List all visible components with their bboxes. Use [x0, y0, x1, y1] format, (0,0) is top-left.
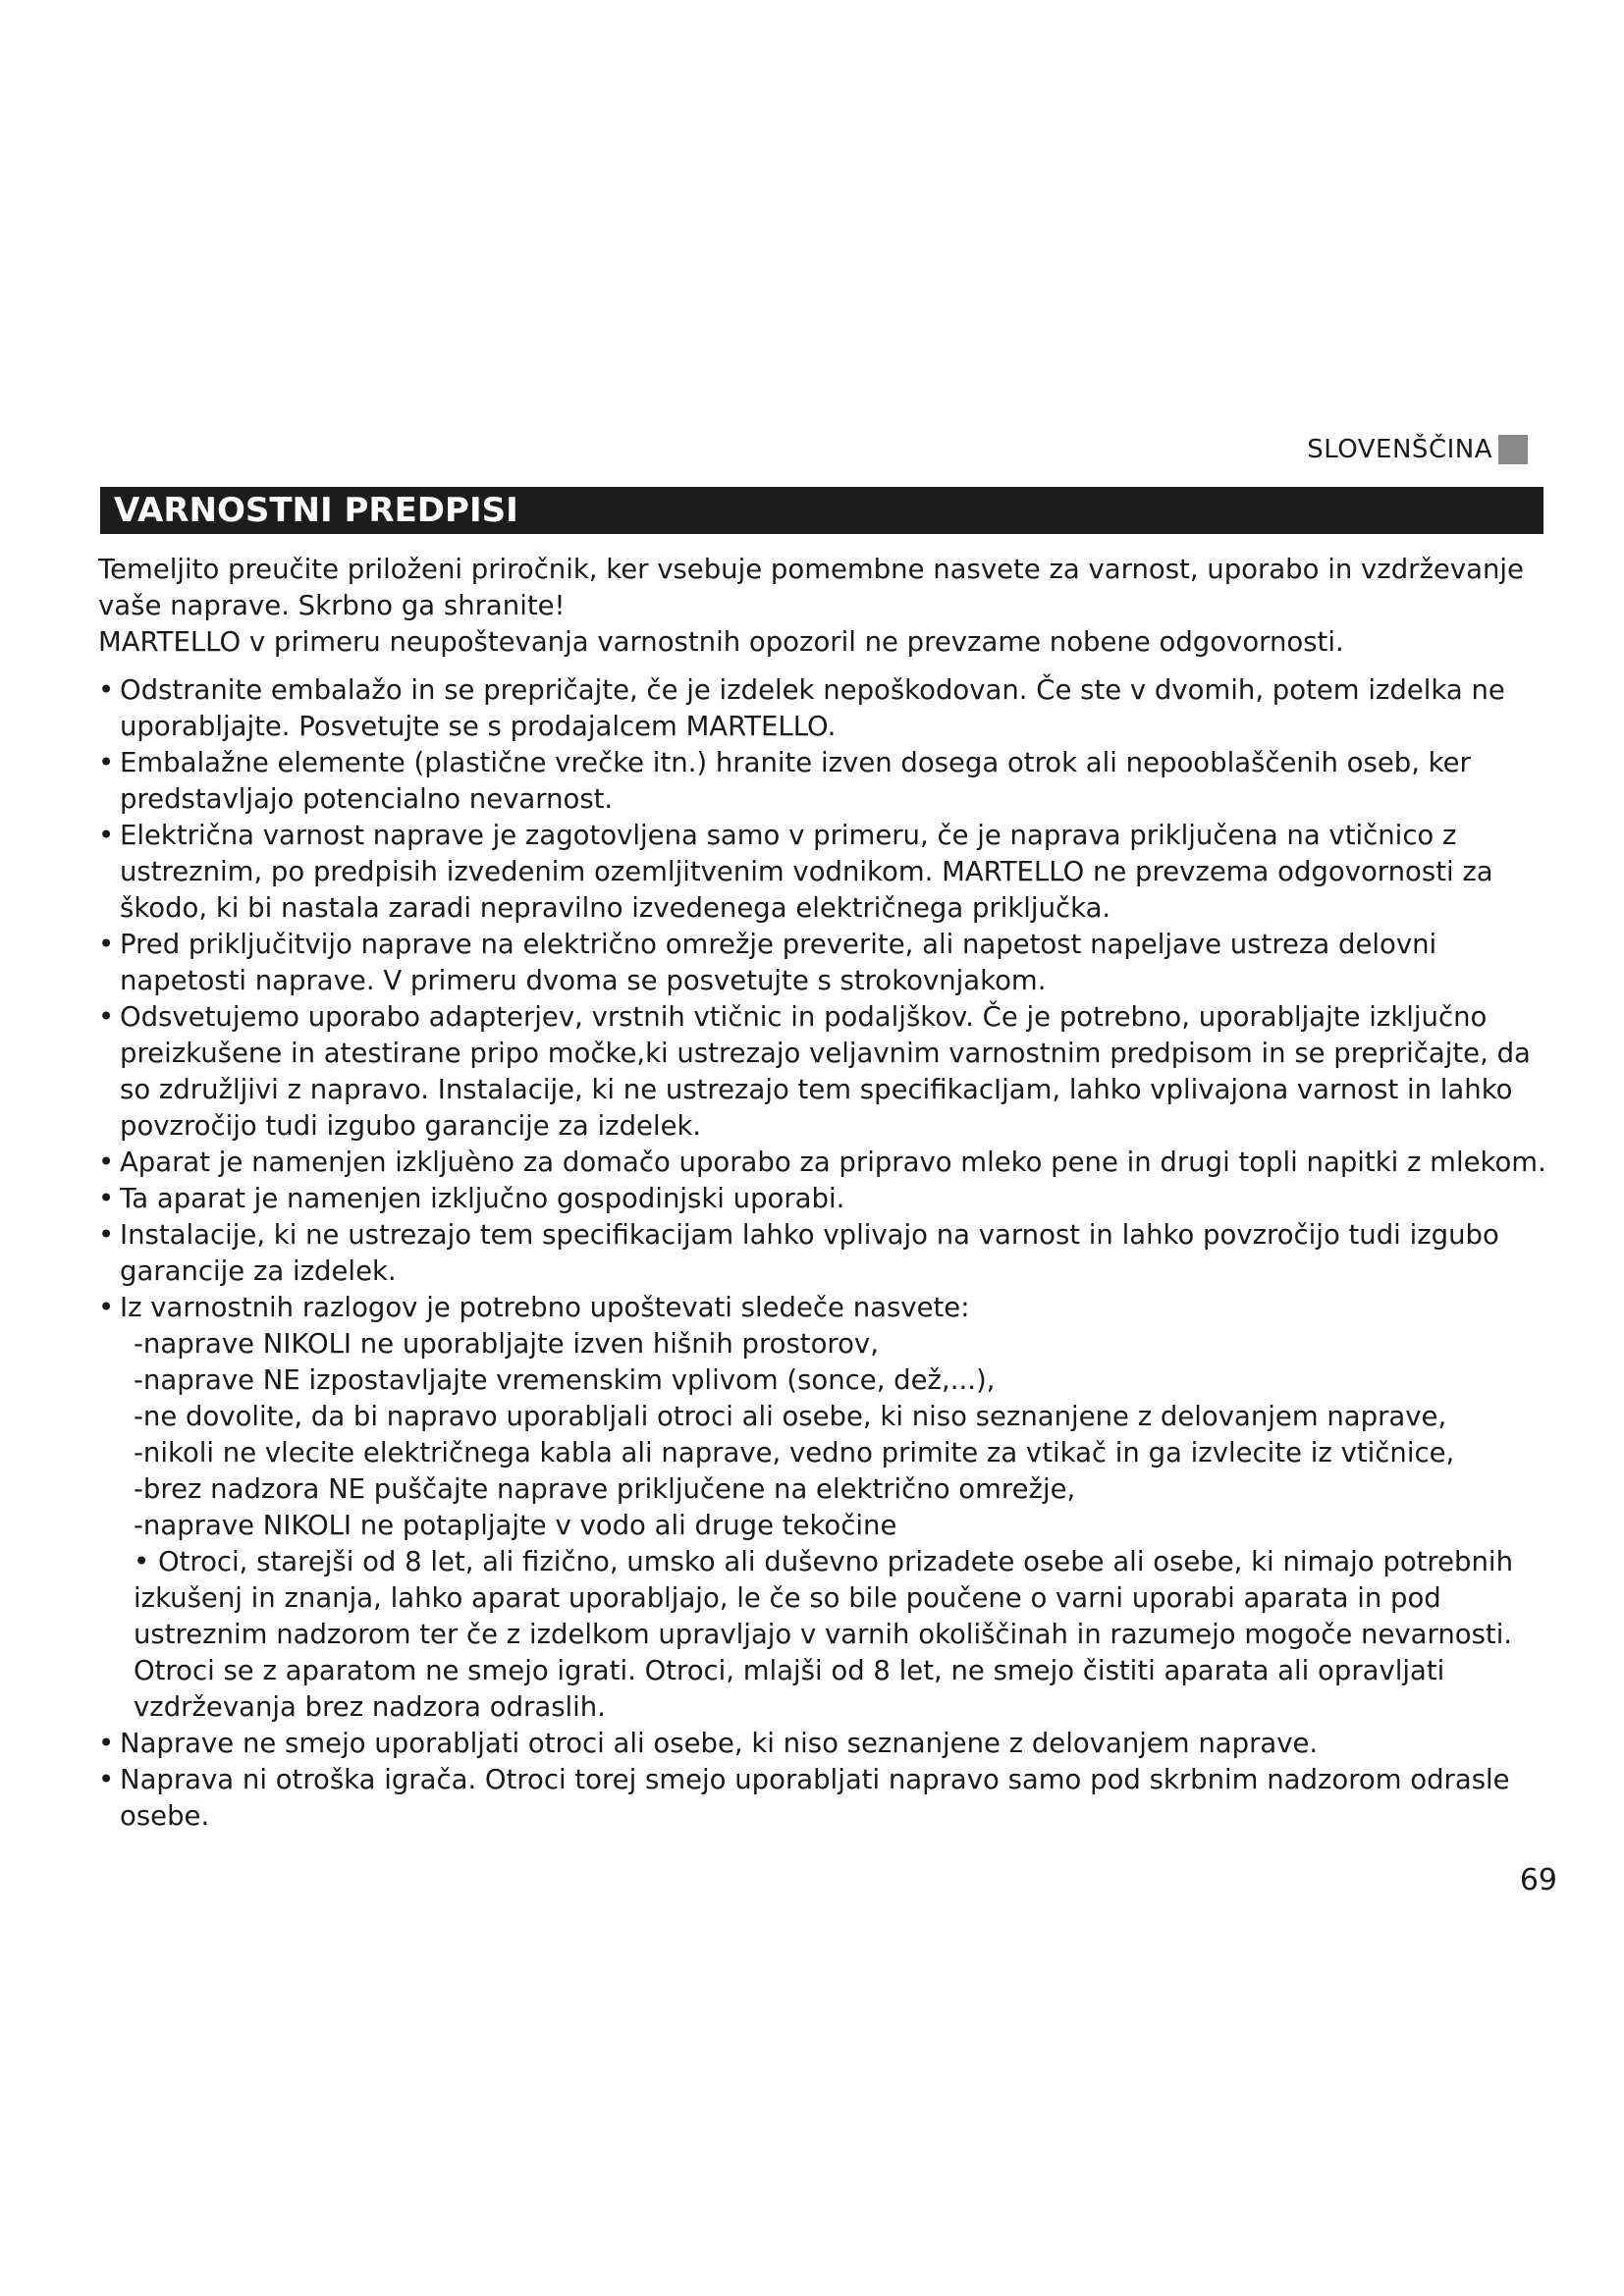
intro-paragraph: MARTELLO v primeru neupoštevanja varnostnih opozoril ne prevzame nobene odgovornosti.: [98, 626, 1344, 658]
sub-item: -naprave NE izpostavljajte vremenskim vplivom (sonce, dež,...),: [134, 1364, 996, 1396]
intro: [98, 552, 1551, 661]
list-item: • Ta aparat je namenjen izključno gospodinjski uporabi.: [98, 1181, 1551, 1217]
list-item: • Naprava ni otroška igrača. Otroci torej smejo uporabljati napravo samo pod skrbnim nadzorom odrasle osebe.: [98, 1762, 1551, 1835]
list-item: • Naprave ne smejo uporabljati otroci ali osebe, ki niso seznanjene z delovanjem naprave.: [98, 1726, 1551, 1762]
sub-item: -nikoli ne vlecite električnega kabla ali naprave, vedno primite za vtikač in ga izvlecite iz vtičnice,: [134, 1437, 1455, 1468]
list-item: • Odsvetujemo uporabo adapterjev, vrstnih vtičnic in podaljškov. Če je potrebno, uporabljajte izključno preizkušene in atestirane pripo močke,ki ustrezajo veljavnim varnostnim predpisom in se prepričajte, da so združljivi z napravo. Instalacije, ki ne ustrezajo tem specifikacIjam, lahko vplivajona varnost in lahko povzročijo tudi izgubo garancije za izdelek.: [98, 999, 1551, 1145]
section-title: VARNOSTNI PREDPISI: [100, 487, 1543, 534]
sub-item: -brez nadzora NE puščajte naprave priključene na električno omrežje,: [134, 1473, 1076, 1505]
intro-paragraph: Temeljito preučite priloženi priročnik, ker vsebuje pomembne nasvete za varnost, uporabo in vzdrževanje vaše naprave. Skrbno ga shranite!: [98, 554, 1524, 621]
sub-item: -naprave NIKOLI ne potapljajte v vodo ali druge tekočine: [134, 1510, 897, 1541]
list-item: • Aparat je namenjen izkljuèno za domačo uporabo za pripravo mleko pene in drugi topli napitki z mlekom.: [98, 1145, 1551, 1181]
sub-item: -ne dovolite, da bi napravo uporabljali otroci ali osebe, ki niso seznanjene z delovanjem naprave,: [134, 1401, 1447, 1432]
list-item-with-subitems: [98, 1290, 1551, 1726]
safety-list: [98, 672, 1551, 1835]
list-item: • Odstranite embalažo in se prepričajte, če je izdelek nepoškodovan. Če ste v dvomih, potem izdelka ne uporabljajte. Posvetujte se s prodajalcem MARTELLO.: [98, 672, 1551, 745]
page-number: 69: [1519, 1863, 1557, 1897]
list-item: • Električna varnost naprave je zagotovljena samo v primeru, če je naprava priključena na vtičnico z ustreznim, po predpisih izvedenim ozemljitvenim vodnikom. MARTELLO ne prevzema odgovornosti za škodo, ki bi nastala zaradi nepravilno izvedenega električnega priključka.: [98, 818, 1551, 927]
language-label: [1307, 435, 1528, 464]
language-text: SLOVENŠČINA: [1307, 435, 1492, 464]
list-item: • Pred priključitvijo naprave na električno omrežje preverite, ali napetost napeljave ustreza delovni napetosti naprave. V primeru dvoma se posvetujte s strokovnjakom.: [98, 927, 1551, 999]
sub-item: -naprave NIKOLI ne uporabljajte izven hišnih prostorov,: [134, 1328, 879, 1360]
language-marker-square: [1498, 435, 1528, 464]
sub-list: [120, 1326, 1551, 1726]
list-item: • Instalacije, ki ne ustrezajo tem specifikacijam lahko vplivajo na varnost in lahko povzročijo tudi izgubo garancije za izdelek.: [98, 1217, 1551, 1290]
list-item: • Embalažne elemente (plastične vrečke itn.) hranite izven dosega otrok ali nepooblaščenih oseb, ker predstavljajo potencialno nevarnost.: [98, 745, 1551, 818]
document-body: [98, 552, 1551, 1835]
list-item-text: Iz varnostnih razlogov je potrebno upoštevati sledeče nasvete:: [120, 1292, 970, 1323]
sub-item: • Otroci, starejši od 8 let, ali fizično, umsko ali duševno prizadete osebe ali osebe, ki nimajo potrebnih izkušenj in znanja, lahko aparat uporabljajo, le če so bile poučene o varni uporabi aparata in pod ustreznim nadzorom ter če z izdelkom upravljajo v varnih okoliščinah in razumejo mogoče nevarnosti. Otroci se z aparatom ne smejo igrati. Otroci, mlajši od 8 let, ne smejo čistiti aparata ali opravljati vzdrževanja brez nadzora odraslih.: [134, 1546, 1513, 1723]
